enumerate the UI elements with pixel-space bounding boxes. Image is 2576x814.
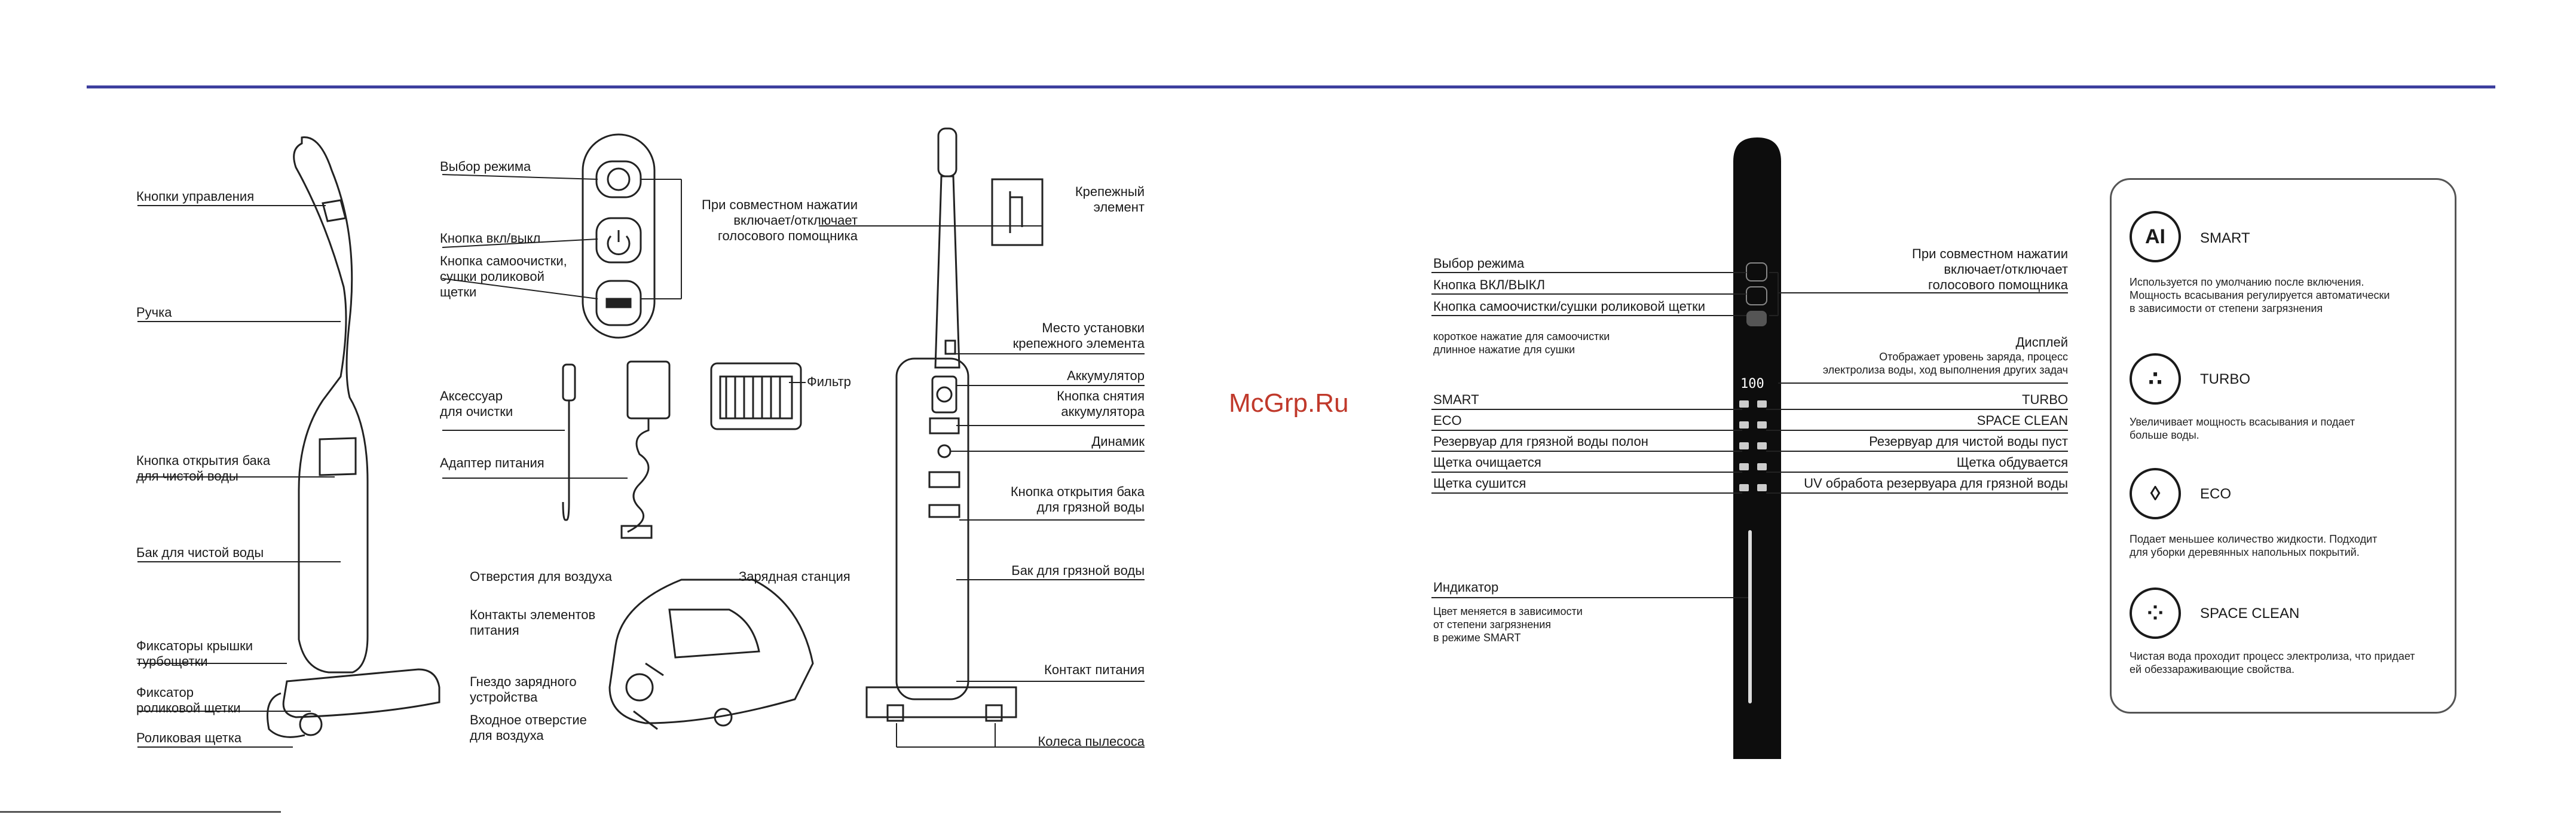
watermark: McGrp.Ru	[1229, 388, 1349, 418]
display-title: Дисплей	[2015, 335, 2068, 350]
row-right-uv: UV обработа резервуара для грязной воды	[1804, 476, 2068, 491]
label-station: Зарядная станция	[739, 569, 850, 584]
label-clean-tank-open: Кнопка открытия бака для чистой воды	[136, 453, 271, 483]
accessories-drawing	[563, 362, 669, 538]
label-mount-place: Место установки крепежного элемента	[1012, 320, 1145, 351]
indicator-desc: Цвет меняется в зависимости от степени загрязнения в режиме SMART	[1433, 605, 1583, 644]
label-mount-element: Крепежный элемент	[1075, 184, 1145, 215]
label-roller-brush: Роликовая щетка	[136, 730, 242, 745]
label-dirty-tank: Бак для грязной воды	[1011, 563, 1145, 578]
row-left-cleaning: Щетка очищается	[1433, 455, 1541, 470]
label-wheels: Колеса пылесоса	[1038, 734, 1145, 749]
row-left-eco: ECO	[1433, 413, 1462, 428]
filter-drawing	[711, 363, 801, 429]
turbo-drops-icon: ∴	[2130, 353, 2181, 405]
label-battery: Аккумулятор	[1067, 368, 1145, 383]
row-left-smart: SMART	[1433, 392, 1479, 407]
label-voice-note: При совместном нажатии включает/отключает голосового помощника	[702, 197, 858, 243]
display-value: 100	[1740, 377, 1764, 391]
row-left-dirty-full: Резервуар для грязной воды полон	[1433, 434, 1648, 449]
indicator-title: Индикатор	[1433, 580, 1499, 595]
label-turbo-cover-latch: Фиксаторы крышки турбощетки	[136, 638, 253, 669]
label-battery-release: Кнопка снятия аккумулятора	[1057, 388, 1145, 419]
label-dirty-tank-open: Кнопка открытия бака для грязной воды	[1010, 484, 1145, 515]
mode-smart-title: SMART	[2200, 230, 2250, 246]
vacuum-left-drawing	[268, 137, 440, 738]
row-right-turbo: TURBO	[2022, 392, 2068, 407]
label-socket: Гнездо зарядного устройства	[470, 674, 577, 705]
label-mode-select: Выбор режима	[440, 159, 531, 174]
row-left-drying: Щетка сушится	[1433, 476, 1526, 491]
mode-eco-desc: Подает меньшее количество жидкости. Подходит для уборки деревянных напольных покрытий.	[2130, 533, 2378, 558]
row-right-clean-empty: Резервуар для чистой воды пуст	[1869, 434, 2068, 449]
label-roller-latch: Фиксатор роликовой щетки	[136, 685, 241, 715]
eco-drop-icon: ◊	[2130, 468, 2181, 519]
smart-ai-icon: AI	[2130, 211, 2181, 262]
label-filter: Фильтр	[807, 374, 851, 389]
modes-card	[2110, 178, 2456, 714]
label-adapter: Адаптер питания	[440, 455, 544, 470]
mode-space-clean-title: SPACE CLEAN	[2200, 605, 2300, 622]
mode-eco-title: ECO	[2200, 486, 2232, 502]
station-drawing	[610, 580, 813, 729]
label-power-contact: Контакт питания	[1044, 662, 1145, 677]
mode-turbo-desc: Увеличивает мощность всасывания и подает больше воды.	[2130, 416, 2355, 441]
label-brush-accessory: Аксессуар для очистки	[440, 388, 513, 419]
label-self-clean: Кнопка самоочистки, сушки роликовой щетки	[440, 253, 567, 299]
space-clean-icon: ⁘	[2130, 587, 2181, 639]
display-label-power: Кнопка ВКЛ/ВЫКЛ	[1433, 277, 1546, 292]
display-label-mode-select: Выбор режима	[1433, 256, 1525, 271]
display-voice-note: При совместном нажатии включает/отключает голосового помощника	[1912, 246, 2068, 292]
label-contacts: Контакты элементов питания	[470, 607, 596, 638]
mode-space-clean-desc: Чистая вода проходит процесс электролиза, что придает ей обеззараживающие свойства.	[2130, 650, 2415, 675]
label-air-inlet: Входное отверстие для воздуха	[470, 712, 587, 743]
display-label-self-clean: Кнопка самоочистки/сушки роликовой щетки	[1433, 299, 1706, 314]
control-panel-drawing	[583, 134, 654, 338]
row-right-space-clean: SPACE CLEAN	[1977, 413, 2068, 428]
label-handle: Ручка	[136, 305, 172, 320]
display-press-note: короткое нажатие для самоочистки длинное нажатие для сушки	[1433, 331, 1610, 356]
mode-turbo-title: TURBO	[2200, 371, 2250, 387]
label-power-button: Кнопка вкл/выкл	[440, 231, 541, 246]
label-air-holes: Отверстия для воздуха	[470, 569, 613, 584]
mode-smart-desc: Используется по умолчанию после включения. Мощность всасывания регулируется автоматически в зависимости от степени загрязнения	[2130, 276, 2390, 314]
display-desc: Отображает уровень заряда, процесс электролиза воды, ход выполнения других задач	[1822, 351, 2068, 376]
label-speaker: Динамик	[1091, 434, 1145, 449]
vacuum-display-drawing	[1733, 137, 1781, 759]
vacuum-middle-drawing	[867, 128, 1016, 721]
label-control-buttons: Кнопки управления	[136, 189, 255, 204]
row-right-blowing: Щетка обдувается	[1956, 455, 2068, 470]
label-clean-tank: Бак для чистой воды	[136, 545, 264, 560]
